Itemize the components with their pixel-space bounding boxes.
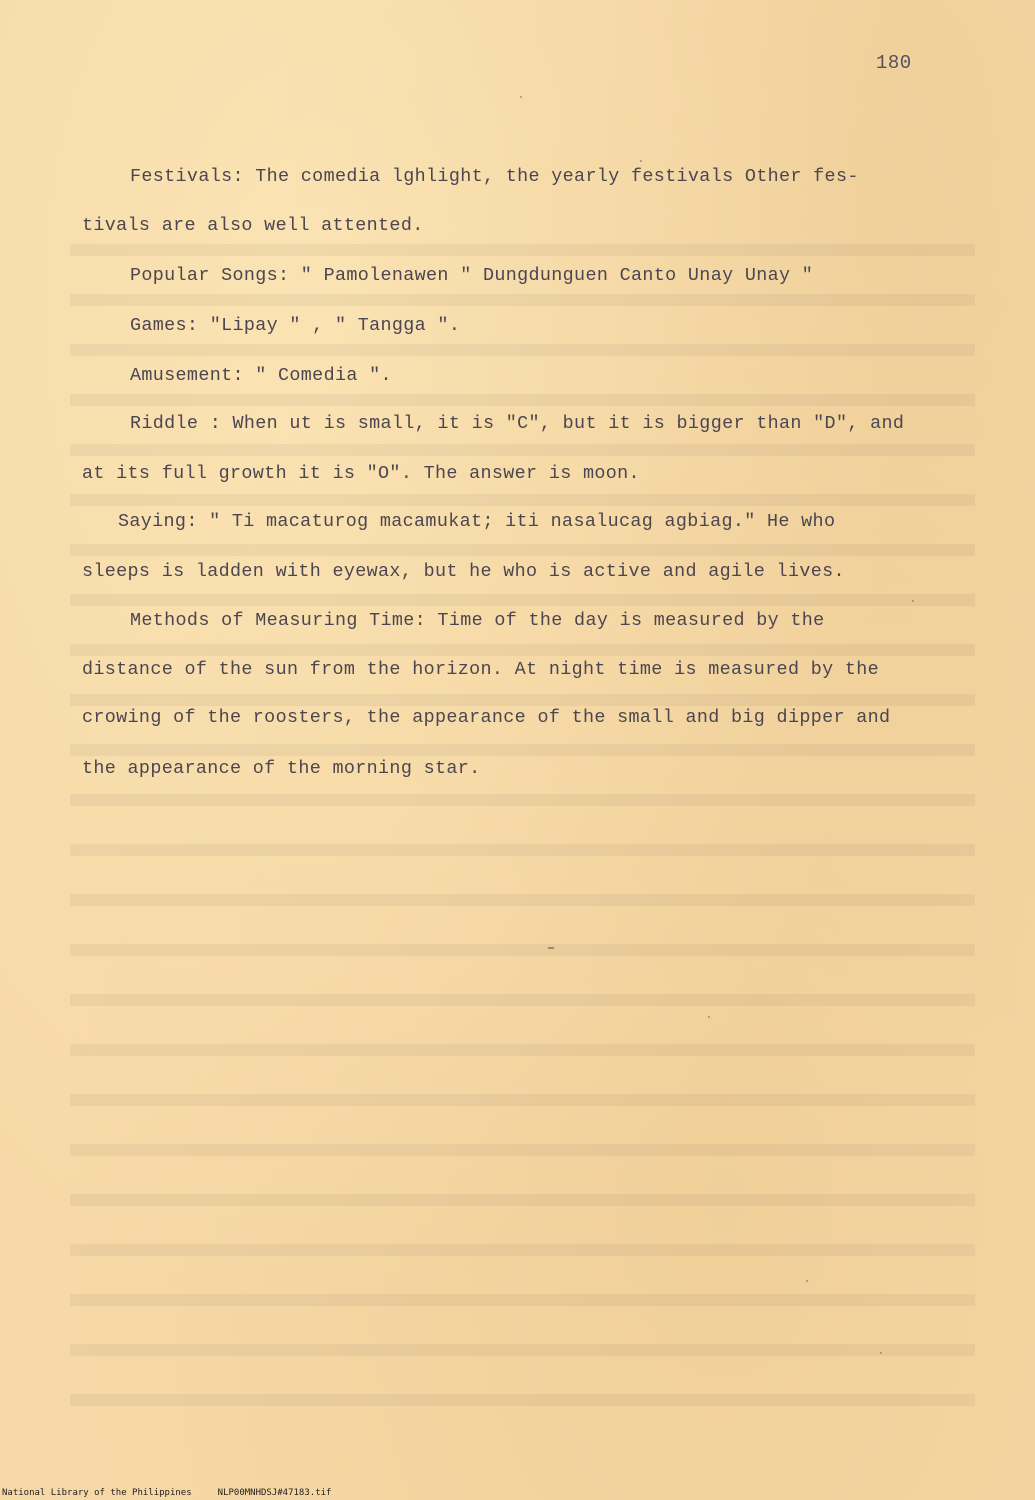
text-line-games: Games: "Lipay " , " Tangga ". (130, 315, 461, 336)
text-line-methods-cont-2: crowing of the roosters, the appearance of the small and big dipper and (82, 707, 891, 728)
text-line-saying: Saying: " Ti macaturog macamukat; iti nasalucag agbiag." He who (118, 511, 836, 532)
text-line-amusement: Amusement: " Comedia ". (130, 365, 392, 386)
text-line-popular-songs: Popular Songs: " Pamolenawen " Dungdunguen Canto Unay Unay " (130, 265, 814, 286)
text-line-methods-cont-3: the appearance of the morning star. (82, 758, 481, 779)
paper-speck (912, 600, 914, 602)
paper-speck (880, 1352, 882, 1354)
bleed-through-text (70, 210, 975, 1410)
text-line-riddle-cont: at its full growth it is "O". The answer is moon. (82, 463, 640, 484)
paper-speck (806, 1280, 808, 1282)
scan-footer (2, 1488, 331, 1498)
text-line-saying-cont: sleeps is ladden with eyewax, but he who is active and agile lives. (82, 561, 845, 582)
paper-speck (548, 947, 554, 949)
paper-speck (520, 96, 522, 98)
footer-source: National Library of the Philippines (2, 1488, 192, 1498)
text-line-festivals-cont: tivals are also well attented. (82, 215, 424, 236)
paper-speck (708, 1016, 710, 1018)
text-line-festivals: Festivals: The comedia lghlight, the yearly festivals Other fes- (130, 166, 859, 187)
text-line-riddle: Riddle : When ut is small, it is "C", but it is bigger than "D", and (130, 413, 905, 434)
paper-speck (640, 160, 642, 162)
text-line-methods: Methods of Measuring Time: Time of the day is measured by the (130, 610, 825, 631)
footer-file: NLP00MNHDSJ#47183.tif (217, 1488, 332, 1498)
page-number: 180 (876, 52, 912, 74)
text-line-methods-cont-1: distance of the sun from the horizon. At night time is measured by the (82, 659, 880, 680)
